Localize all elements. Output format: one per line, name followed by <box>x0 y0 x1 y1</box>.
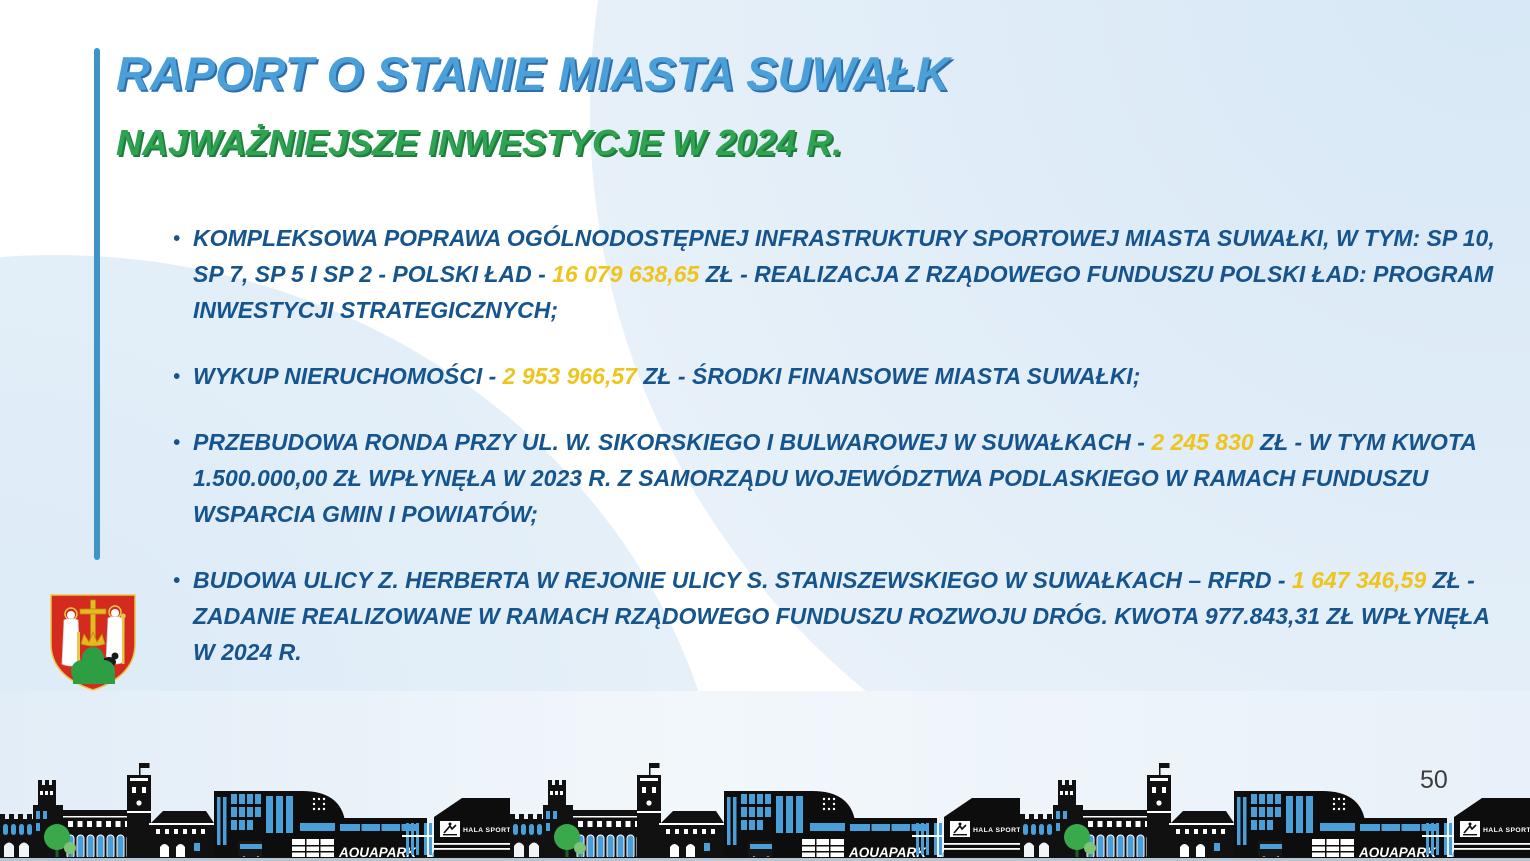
amount-value: 2 245 830 <box>1151 429 1254 455</box>
amount-value: 2 953 966,57 <box>502 363 637 389</box>
bullet-item <box>193 220 1495 328</box>
bullet-text: ZŁ - ZADANIE REALIZOWANE W RAMACH RZĄDOWEGO FUNDUSZU ROZWOJU DRÓG. KWOTA 977.843,31 ZŁ WPŁYNĘŁA W 2024 R. <box>193 567 1490 665</box>
bullet-list <box>193 220 1495 700</box>
slide-title: RAPORT O STANIE MIASTA SUWAŁK <box>116 47 950 100</box>
accent-vertical-line <box>94 48 100 560</box>
page-number: 50 <box>1420 766 1448 794</box>
bullet-text: ZŁ - REALIZACJA Z RZĄDOWEGO FUNDUSZU POLSKI ŁAD: PROGRAM INWESTYCJI STRATEGICZNYCH; <box>193 261 1494 323</box>
suwalki-coat-of-arms-icon <box>47 592 139 692</box>
bullet-text: BUDOWA ULICY Z. HERBERTA W REJONIE ULICY S. STANISZEWSKIEGO W SUWAŁKACH – RFRD - <box>193 567 1292 593</box>
bullet-item <box>193 424 1495 532</box>
bullet-text: KOMPLEKSOWA POPRAWA OGÓLNODOSTĘPNEJ INFRASTRUKTURY SPORTOWEJ MIASTA SUWAŁKI, W TYM: SP 10, SP 7, SP 5 I SP 2 - POLSKI ŁAD - <box>193 225 1495 287</box>
bullet-text: ZŁ - ŚRODKI FINANSOWE MIASTA SUWAŁKI; <box>636 363 1141 389</box>
slide-subtitle: NAJWAŻNIEJSZE INWESTYCJE W 2024 R. <box>116 122 843 163</box>
bullet-text: ZŁ - W TYM KWOTA 1.500.000,00 ZŁ WPŁYNĘŁA W 2023 R. Z SAMORZĄDU WOJEWÓDZTWA PODLASKIEGO W RAMACH FUNDUSZU WSPARCIA GMIN I POWIATÓW; <box>193 429 1476 527</box>
bullet-text: WYKUP NIERUCHOMOŚCI - <box>193 363 503 389</box>
city-skyline <box>0 761 1530 861</box>
amount-value: 1 647 346,59 <box>1291 567 1427 593</box>
bullet-item <box>193 562 1495 670</box>
bullet-item <box>193 358 1495 394</box>
amount-value: 16 079 638,65 <box>552 261 700 287</box>
bullet-text: PRZEBUDOWA RONDA PRZY UL. W. SIKORSKIEGO I BULWAROWEJ W SUWAŁKACH - <box>193 429 1152 455</box>
